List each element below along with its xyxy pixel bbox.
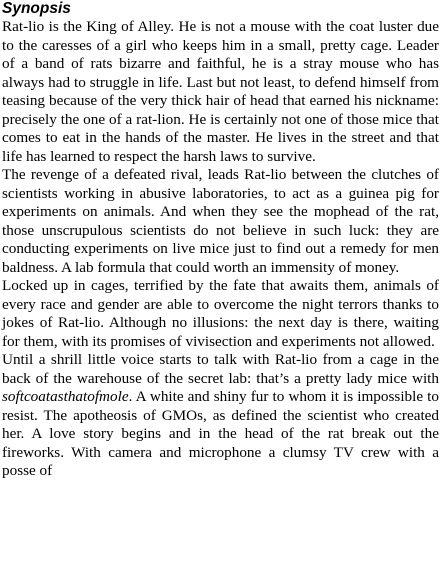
paragraph-4-text-before: Until a shrill little voice starts to talk with Rat-lio from a cage in the back of the warehouse of the secret lab: that’s a pretty lady mice with xyxy=(2,351,439,387)
paragraph-2: The revenge of a defeated rival, leads Rat-lio between the clutches of scientists working in abusive laboratories, to act as a guinea pig for experiments on animals. And when they see the mophead of the rat, those unscrupulous scientists do not believe in such luck: they are conducting experiments on live mice just to find out a remedy for men baldness. A lab formula that could worth an immensity of money. xyxy=(2,166,439,276)
synopsis-heading: Synopsis xyxy=(2,0,71,17)
paragraph-4-italic-phrase: softcoatasthatofmole xyxy=(2,388,129,405)
paragraph-4-text-after: . A white and shiny fur to whom it is impossible to resist. The apotheosis of GMOs, as defined the scientist who created her. A love story begins and in the head of the rat break out the fireworks. With camera and microphone a clumsy TV crew with a posse of xyxy=(2,388,439,479)
paragraph-3: Locked up in cages, terrified by the fate that awaits them, animals of every race and gender are able to overcome the night terrors thanks to jokes of Rat-lio. Although no illusions: the next day is there, waiting for them, with its promises of vivisection and experiments not allowed. xyxy=(2,277,439,350)
paragraph-4 xyxy=(2,351,439,481)
paragraph-1: Rat-lio is the King of Alley. He is not a mouse with the coat luster due to the caresses of a girl who keeps him in a small, pretty cage. Leader of a band of rats bizarre and faithful, he is a stray mouse who has always had to struggle in life. Last but not least, to defend himself from teasing because of the very thick hair of head that earned his nickname: precisely the one of a rat-lion. He is certainly not one of those mice that comes to eat in the hands of the master. He lives in the street and that life has learned to respect the harsh laws to survive. xyxy=(2,18,439,165)
